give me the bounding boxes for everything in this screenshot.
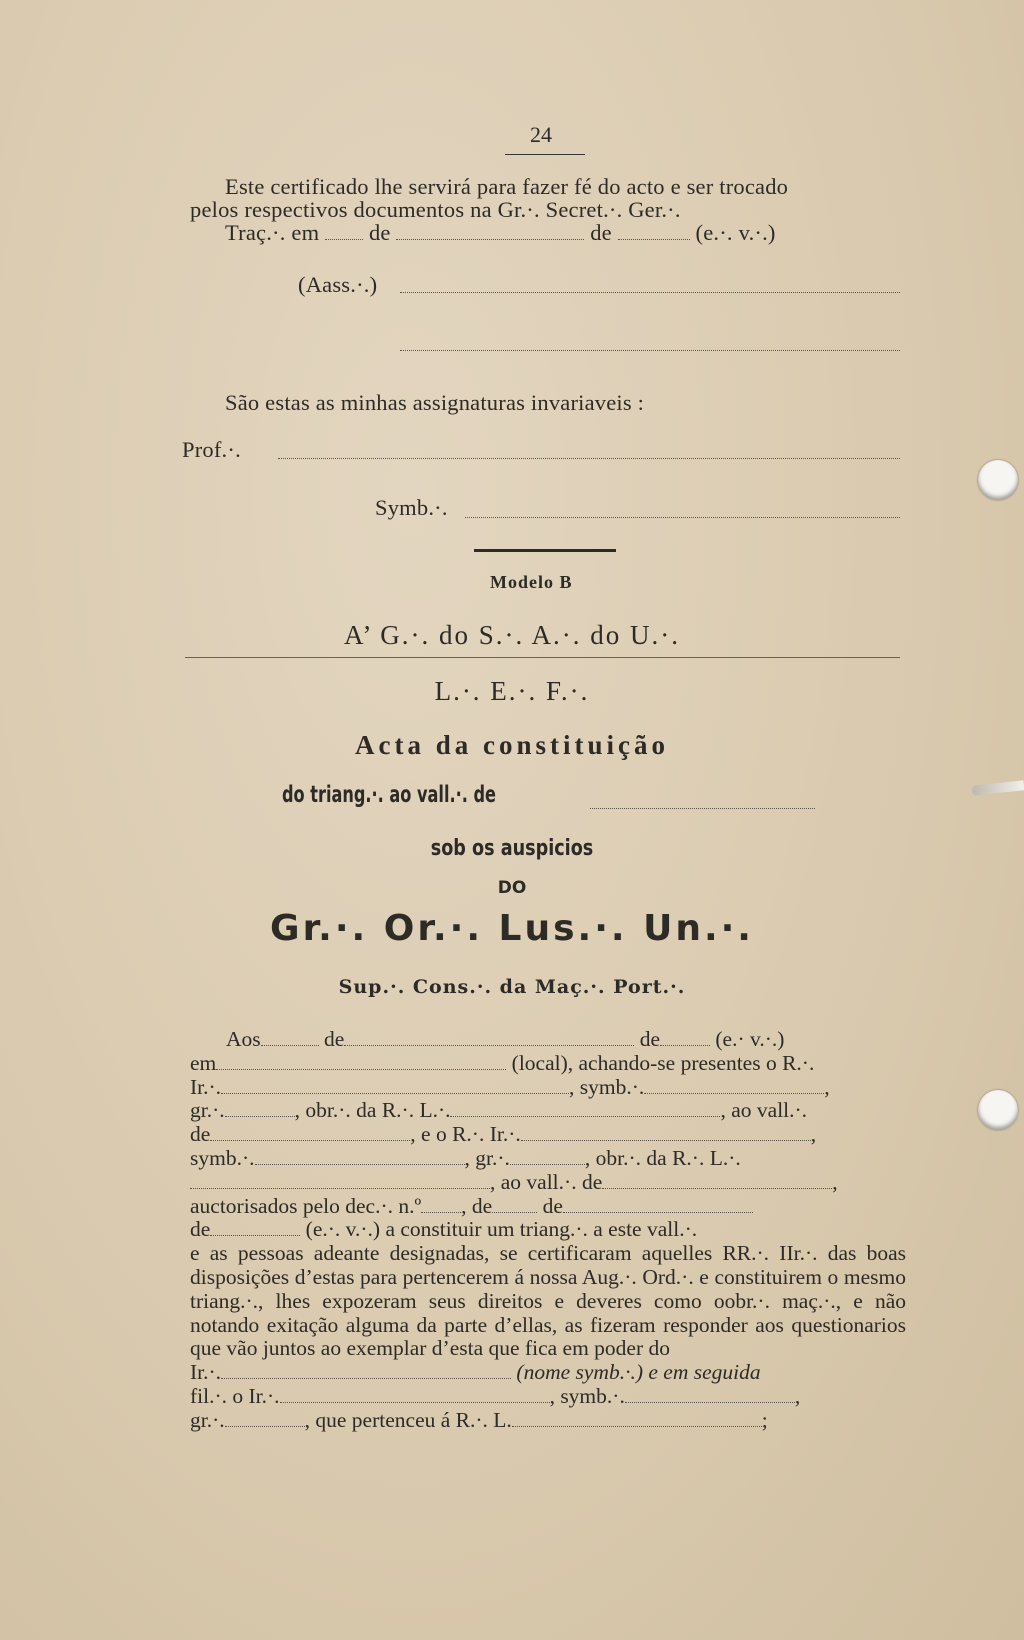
form-line: fil.·. o Ir.·. , symb.·. , [190, 1383, 801, 1408]
blank-field[interactable] [210, 1231, 300, 1236]
form-line: , ao vall.·. de , [190, 1171, 906, 1195]
invocation-line: A’ G.·. do S.·. A.·. do U.·. [344, 620, 680, 650]
blank-field[interactable] [492, 1208, 537, 1213]
blank-field[interactable] [225, 1422, 305, 1427]
form-line: gr.·. , obr.·. da R.·. L.·. , ao vall.·. [190, 1098, 808, 1123]
punch-hole-top [978, 460, 1018, 500]
form-line: de , e o R.·. Ir.·. , [190, 1122, 817, 1147]
blank-field[interactable] [190, 1184, 490, 1189]
form-line: auctorisados pelo dec.·. n.º , de de [190, 1195, 906, 1219]
blank-field[interactable] [625, 1398, 795, 1403]
blank-field[interactable] [280, 1398, 550, 1403]
vall-field[interactable] [590, 808, 815, 809]
aass-label: (Aass.·.) [298, 272, 378, 297]
prof-label: Prof.·. [182, 437, 241, 462]
symb-label: Symb.·. [375, 495, 448, 520]
trac-label: Traç.·. em [225, 220, 320, 245]
section-divider [474, 549, 616, 552]
blank-field[interactable] [344, 1041, 634, 1046]
blank-field[interactable] [221, 1089, 569, 1094]
supremo-conselho-line: Sup.·. Cons.·. da Maç.·. Port.·. [338, 976, 686, 998]
form-line: symb.·. , gr.·. , obr.·. da R.·. L.·. [190, 1145, 741, 1170]
prof-signature-line[interactable] [278, 458, 900, 459]
form-line: Aos de de (e.· v.·.) [226, 1027, 785, 1051]
blank-field[interactable] [255, 1160, 465, 1165]
blank-field[interactable] [261, 1041, 319, 1046]
punch-hole-bottom [978, 1090, 1018, 1130]
page-number-rule [505, 154, 585, 155]
trac-de-1: de [368, 220, 391, 245]
blank-field[interactable] [325, 235, 363, 240]
blank-field[interactable] [660, 1041, 710, 1046]
blank-field[interactable] [510, 1160, 585, 1165]
assinaturas-line: São estas as minhas assignaturas invariaveis : [225, 390, 645, 415]
form-line: Ir.·. (nome symb.·.) e em seguida [190, 1360, 761, 1385]
trac-de-2: de [590, 220, 612, 245]
trac-ev: (e.·. v.·.) [695, 220, 776, 245]
signature-line[interactable] [400, 292, 900, 293]
blank-field[interactable] [450, 1112, 720, 1117]
paper-tear [972, 780, 1024, 795]
blank-field[interactable] [396, 235, 584, 240]
blank-field[interactable] [216, 1065, 506, 1070]
acta-title: Acta da constituição [355, 730, 669, 760]
triang-line: do triang.·. ao vall.·. de [282, 782, 496, 808]
blank-field[interactable] [602, 1184, 832, 1189]
trac-line [225, 220, 776, 246]
blank-field[interactable] [618, 235, 690, 240]
auspicios-line: sob os auspicios [430, 836, 594, 861]
blank-field[interactable] [221, 1374, 511, 1379]
form-line: Ir.·. , symb.·. , [190, 1074, 830, 1099]
page-number: 24 [530, 122, 552, 147]
blank-field[interactable] [512, 1422, 762, 1427]
blank-field[interactable] [225, 1112, 295, 1117]
intro-line-2: pelos respectivos documentos na Gr.·. Secret.·. Ger.·. [190, 197, 681, 222]
form-paragraph: e as pessoas adeante designadas, se certificaram aquelles RR.·. IIr.·. das boas disposições d’estas para pertencerem á nossa Aug.·. Ord.·. e constituirem o mesmo triang.·., lhes expozeram seus direitos e deveres como oobr.·. maç.·., e não notando exitação alguma da parte d’ellas, as fizeram responder aos questionarios que vão juntos ao exemplar d’esta que fica em poder do [190, 1241, 906, 1361]
form-body [190, 1028, 906, 1433]
form-line: gr.·. , que pertenceu á R.·. L. ; [190, 1407, 768, 1432]
blank-field[interactable] [210, 1136, 410, 1141]
blank-field[interactable] [521, 1136, 811, 1141]
motto-line: L.·. E.·. F.·. [434, 676, 590, 706]
grande-oriente-title: Gr.·. Or.·. Lus.·. Un.·. [270, 908, 754, 949]
do-line: DO [497, 878, 527, 898]
blank-field[interactable] [421, 1208, 461, 1213]
symb-signature-line[interactable] [465, 517, 900, 518]
form-line: em (local), achando-se presentes o R.·. [190, 1050, 815, 1075]
signature-line-2[interactable] [400, 350, 900, 351]
intro-line-1: Este certificado lhe servirá para fazer fé do acto e ser trocado [225, 174, 789, 199]
form-line: de (e.·. v.·.) a constituir um triang.·. a este vall.·. [190, 1217, 698, 1242]
faint-rule [185, 657, 900, 658]
blank-field[interactable] [644, 1089, 824, 1094]
blank-field[interactable] [563, 1208, 753, 1213]
modelo-heading: Modelo B [490, 572, 573, 592]
